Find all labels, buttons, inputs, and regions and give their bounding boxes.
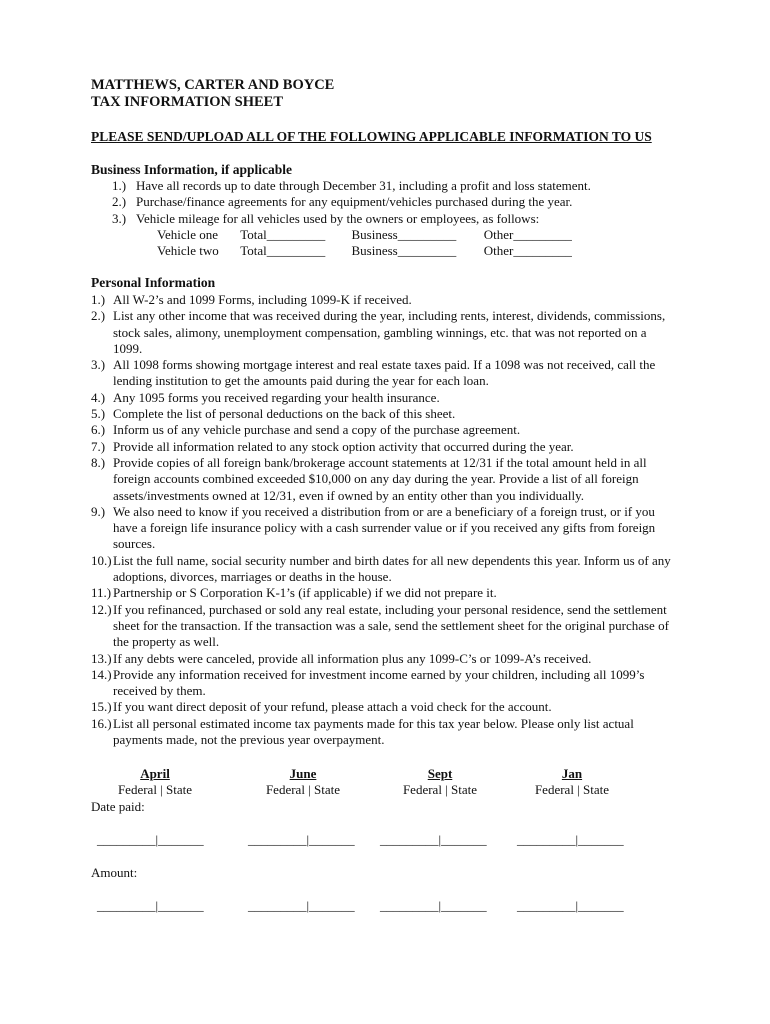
personal-list [91,292,675,748]
amount-june-field[interactable]: _________|_______ [248,898,355,913]
list-item: 6.) Inform us of any vehicle purchase and send a copy of the purchase agreement. [91,422,521,438]
personal-section-title: Personal Information [91,275,216,290]
date-sept-field[interactable]: _________|_______ [380,832,487,847]
list-item: 16.) List all personal estimated income tax payments made for this tax year below. Please only list actual payments made, not the previous year overpayment. [91,715,634,748]
vehicle-other-field[interactable]: Other_________ [483,227,572,242]
business-section-title: Business Information, if applicable [91,162,293,177]
list-item: 3.) All 1098 forms showing mortgage interest and real estate taxes paid. If a 1098 was not received, call the lending institution to get the amounts paid during the year for each loan. [91,357,656,389]
list-item: 1.) Have all records up to date through December 31, including a profit and loss statement. [112,178,591,193]
amount-jan-field[interactable]: _________|_______ [517,898,624,913]
list-item: 11.) Partnership or S Corporation K-1’s (if applicable) if we did not prepare it. [91,585,497,601]
document-title: TAX INFORMATION SHEET [91,94,284,110]
date-jan-field[interactable]: _________|_______ [517,832,624,847]
month-column-jan [517,766,627,799]
date-paid-label: Date paid: [91,799,145,814]
amount-sept-field[interactable]: _________|_______ [380,898,487,913]
vehicle-other-field[interactable]: Other_________ [483,243,572,258]
vehicle-name: Vehicle two [157,243,219,258]
list-item: 9.) We also need to know if you received a distribution from or are a beneficiary of a foreign trust, or if you have a foreign life insurance policy with a cash surrender value or if you received any gifts from foreign sources. [91,503,656,552]
vehicle-two-row [157,243,572,259]
list-item: 4.) Any 1095 forms you received regarding your health insurance. [91,389,440,405]
list-item: 3.) Vehicle mileage for all vehicles used by the owners or employees, as follows: [112,210,540,226]
business-list [112,178,682,227]
date-june-field[interactable]: _________|_______ [248,832,355,847]
vehicle-total-field[interactable]: Total_________ [240,227,326,242]
document-header [91,77,334,111]
month-column-june [248,766,358,799]
federal-state-label: Federal | State [117,782,193,798]
firm-name: MATTHEWS, CARTER AND BOYCE [91,77,335,93]
month-column-sept [380,766,500,799]
list-item: 10.) List the full name, social security number and birth dates for all new dependents this year. Inform us of any adoptions, divorces, marriages or deaths in the house. [91,552,671,585]
month-label: Jan [561,766,583,781]
list-item: 7.) Provide all information related to any stock option activity that occurred during the year. [91,438,574,454]
vehicle-total-field[interactable]: Total_________ [240,243,326,258]
list-item: 15.) If you want direct deposit of your refund, please attach a void check for the account. [91,699,552,715]
date-april-field[interactable]: _________|_______ [97,832,204,847]
list-item: 13.) If any debts were canceled, provide all information plus any 1099-C’s or 1099-A’s received. [91,650,592,666]
list-item: 12.) If you refinanced, purchased or sold any real estate, including your personal residence, send the settlement sheet for the transaction. If the transaction was a sale, send the settlement sheet for the original purchase of the property as well. [91,601,669,650]
vehicle-business-field[interactable]: Business_________ [351,227,457,242]
month-label: June [289,766,317,781]
amount-april-field[interactable]: _________|_______ [97,898,204,913]
month-column-april [100,766,210,799]
federal-state-label: Federal | State [534,782,610,798]
month-label: April [140,766,170,781]
list-item: 2.) Purchase/finance agreements for any equipment/vehicles purchased during the year. [112,194,573,210]
list-item: 2.) List any other income that was received during the year, including rents, interest, dividends, commissions, stock sales, alimony, unemployment compensation, gambling winnings, etc. that was not reported on a 1099. [91,308,666,356]
upload-notice: PLEASE SEND/UPLOAD ALL OF THE FOLLOWING APPLICABLE INFORMATION TO US [91,129,652,144]
list-item: 14.) Provide any information received for investment income earned by your children, including all 1099’s received by them. [91,666,645,699]
list-item: 5.) Complete the list of personal deductions on the back of this sheet. [91,406,456,422]
list-item: 1.) All W-2’s and 1099 Forms, including 1099-K if received. [91,292,412,307]
vehicle-business-field[interactable]: Business_________ [351,243,457,258]
list-item: 8.) Provide copies of all foreign bank/brokerage account statements at 12/31 if the total amount held in all foreign accounts combined exceeded $10,000 on any day during the year. Provide a list of all foreign assets/investments owned at 12/31, even if owned by an entity other than you individually. [91,454,647,503]
federal-state-label: Federal | State [402,782,478,798]
vehicle-name: Vehicle one [157,227,219,242]
vehicle-one-row [157,227,572,243]
month-label: Sept [427,766,453,781]
amount-label: Amount: [91,865,138,880]
federal-state-label: Federal | State [265,782,341,798]
